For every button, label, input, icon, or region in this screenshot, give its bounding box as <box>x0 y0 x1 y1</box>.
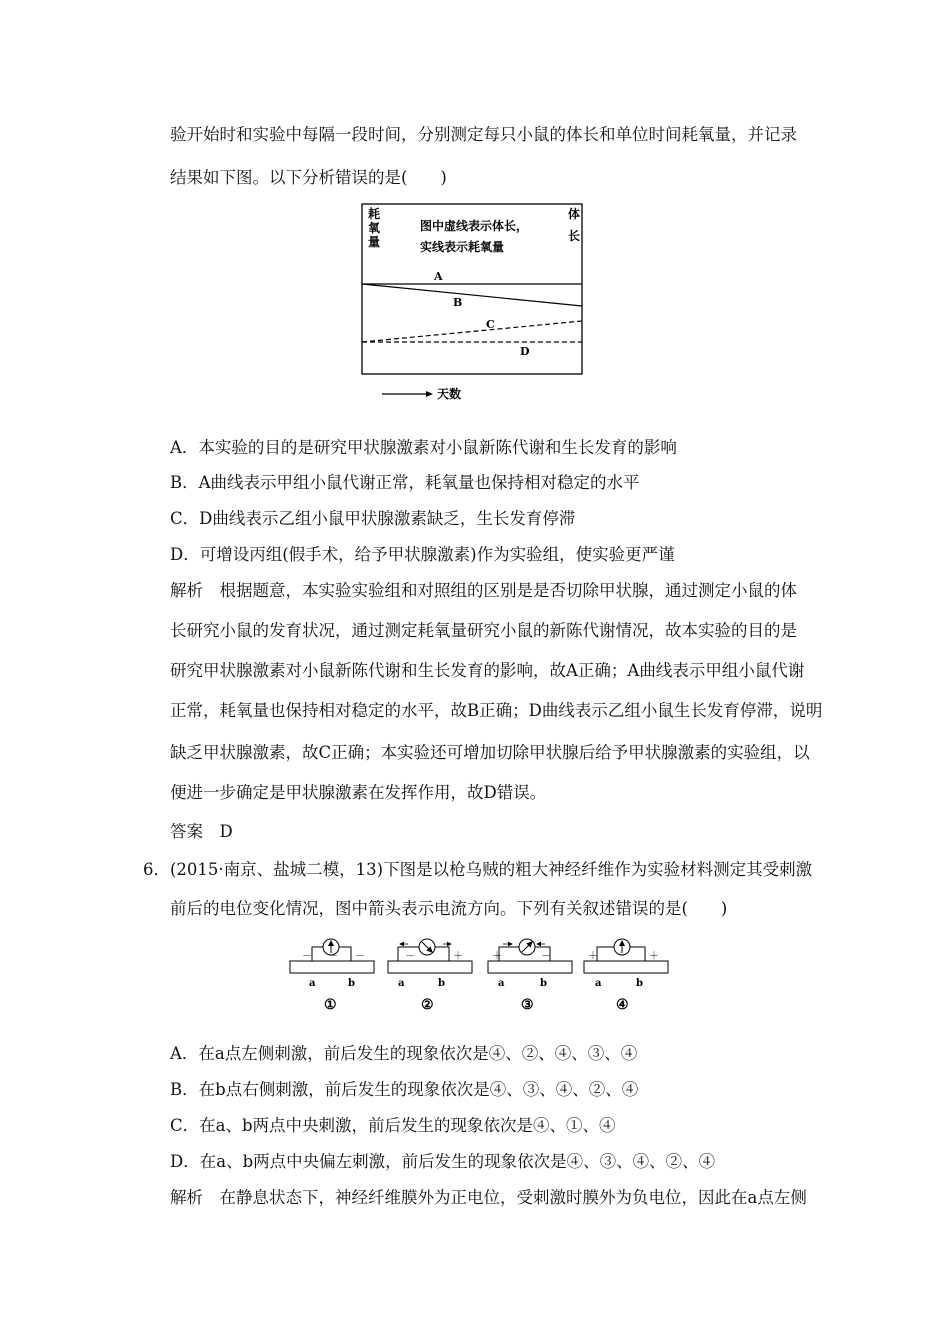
svg-text:－: － <box>302 951 312 962</box>
svg-text:b: b <box>438 978 445 989</box>
q6-stem-line-1: 6．(2015·南京、盐城二模，13)下图是以枪乌贼的粗大神经纤维作为实验材料测定其受刺激 <box>143 860 813 879</box>
svg-text:＋: ＋ <box>649 951 659 962</box>
curve-c <box>362 321 582 342</box>
q5-analysis-line-6: 便进一步确定是甲状腺激素在发挥作用，故D错误。 <box>170 783 547 802</box>
svg-text:－: － <box>541 951 551 962</box>
svg-text:a: a <box>595 978 602 989</box>
svg-text:b: b <box>348 978 355 989</box>
svg-text:＋: ＋ <box>588 951 598 962</box>
q5-answer: 答案 D <box>170 822 233 841</box>
q5-stem-line-1: 验开始时和实验中每隔一段时间，分别测定每只小鼠的体长和单位时间耗氧量，并记录 <box>170 125 797 144</box>
q5-analysis-line-3: 研究甲状腺激素对小鼠新陈代谢和生长发育的影响，故A正确；A曲线表示甲组小鼠代谢 <box>170 661 805 680</box>
q5-analysis-line-1: 解析 根据题意，本实验实验组和对照组的区别是是否切除甲状腺，通过测定小鼠的体 <box>170 581 797 600</box>
x-axis-label: 天数 <box>437 387 462 401</box>
svg-text:a: a <box>398 978 405 989</box>
q6-stem-line-2: 前后的电位变化情况，图中箭头表示电流方向。下列有关叙述错误的是( ) <box>170 899 728 918</box>
svg-text:＋: ＋ <box>492 951 502 962</box>
svg-text:＋: ＋ <box>453 951 463 962</box>
q5-stem-line-2: 结果如下图。以下分析错误的是( ) <box>170 168 447 187</box>
curve-label-d: D <box>520 345 530 358</box>
q5-option-d: D．可增设丙组(假手术，给予甲状腺激素)作为实验组，使实验更严谨 <box>170 545 675 564</box>
curve-label-b: B <box>453 296 463 309</box>
curve-label-a: A <box>434 270 443 283</box>
curve-label-c: C <box>486 318 495 331</box>
panel-number-1: ① <box>324 997 337 1013</box>
q6-option-d: D．在a、b两点中央偏左刺激，前后发生的现象依次是④、③、④、②、④ <box>170 1152 716 1171</box>
q6-option-b: B．在b点右侧刺激，前后发生的现象依次是④、③、④、②、④ <box>170 1080 639 1099</box>
panel-number-4: ④ <box>616 997 629 1013</box>
right-axis-label-1: 体 <box>568 207 581 221</box>
q6-option-c: C．在a、b两点中央刺激，前后发生的现象依次是④、①、④ <box>170 1116 616 1135</box>
panel-3 <box>488 939 572 1013</box>
svg-text:a: a <box>309 978 316 989</box>
left-axis-label-3: 量 <box>368 235 381 249</box>
left-axis-label-1: 耗 <box>368 207 381 221</box>
q6-option-a: A．在a点左侧刺激，前后发生的现象依次是④、②、④、③、④ <box>170 1044 638 1063</box>
svg-text:－: － <box>328 951 338 962</box>
panel-1 <box>290 939 374 1013</box>
panel-number-3: ③ <box>521 997 534 1013</box>
panel-4 <box>584 939 668 1013</box>
q5-analysis-line-4: 正常，耗氧量也保持相对稳定的水平，故B正确；D曲线表示乙组小鼠生长发育停滞，说明 <box>170 701 823 720</box>
left-axis-label-2: 氧 <box>368 221 381 235</box>
nerve-fiber-potential-figure <box>285 925 670 1020</box>
svg-text:－: － <box>355 951 365 962</box>
q5-option-b: B．A曲线表示甲组小鼠代谢正常，耗氧量也保持相对稳定的水平 <box>170 473 640 492</box>
legend-line-2: 实线表示耗氧量 <box>420 240 505 254</box>
svg-text:a: a <box>498 978 505 989</box>
x-axis-arrowhead <box>426 391 433 397</box>
q5-analysis-line-2: 长研究小鼠的发育状况，通过测定耗氧量研究小鼠的新陈代谢情况，故本实验的目的是 <box>170 621 797 640</box>
q5-option-c: C．D曲线表示乙组小鼠甲状腺激素缺乏，生长发育停滞 <box>170 509 576 528</box>
svg-text:b: b <box>540 978 547 989</box>
oxygen-bodylength-chart <box>340 198 600 410</box>
q5-option-a: A．本实验的目的是研究甲状腺激素对小鼠新陈代谢和生长发育的影响 <box>170 438 677 457</box>
q6-analysis-line-1: 解析 在静息状态下，神经纤维膜外为正电位，受刺激时膜外为负电位，因此在a点左侧 <box>170 1188 807 1207</box>
q5-analysis-line-5: 缺乏甲状腺激素，故C正确；本实验还可增加切除甲状腺后给予甲状腺激素的实验组，以 <box>170 743 810 762</box>
panel-2 <box>388 939 472 1013</box>
panel-number-2: ② <box>421 997 434 1013</box>
right-axis-label-2: 长 <box>568 229 581 243</box>
svg-text:－: － <box>405 951 415 962</box>
legend-line-1: 图中虚线表示体长， <box>420 219 529 233</box>
svg-text:b: b <box>636 978 643 989</box>
curve-b <box>362 284 582 306</box>
